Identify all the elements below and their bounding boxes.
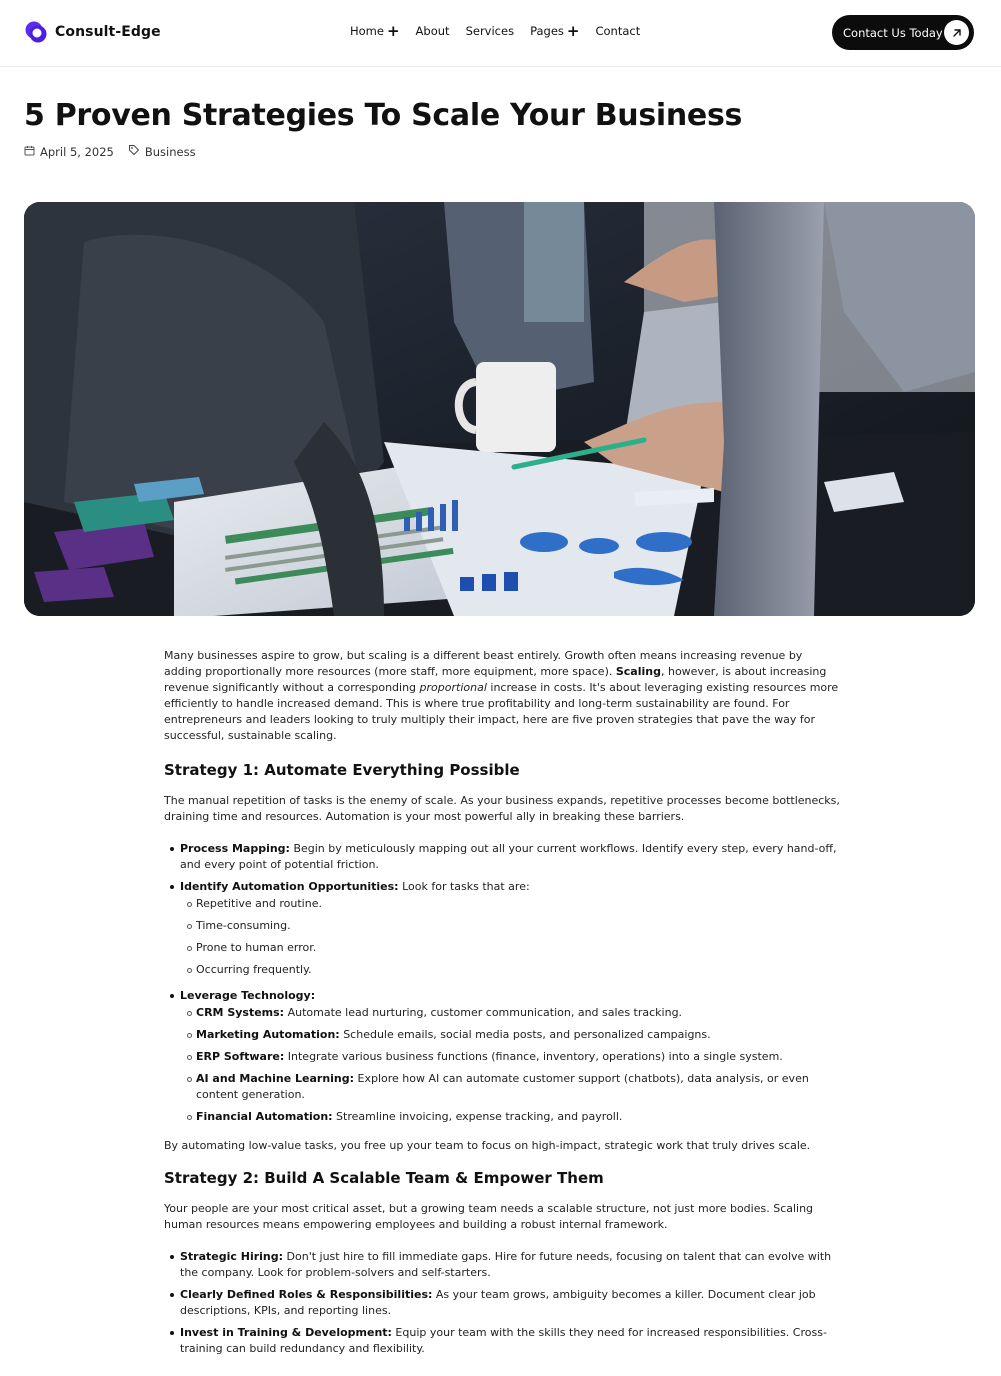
sub-item-text: Explore how AI can automate customer support (chatbots), data analysis, or even content generation. — [196, 1072, 809, 1101]
sub-list — [180, 896, 840, 978]
bullet-text: As your team grows, ambiguity becomes a killer. Document clear job descriptions, KPIs, and reporting lines. — [180, 1288, 816, 1317]
arrow-up-right-icon — [944, 20, 969, 45]
strategy-2-heading: Strategy 2: Build A Scalable Team & Empower Them — [164, 1169, 604, 1187]
sub-list-item — [196, 1005, 840, 1021]
strategy-1-list — [164, 841, 840, 1125]
bullet-text: Look for tasks that are: — [398, 880, 530, 893]
bullet-title: Identify Automation Opportunities: — [180, 880, 399, 893]
contact-us-button[interactable] — [832, 15, 974, 50]
post-category[interactable] — [128, 144, 196, 159]
nav-pages-label: Pages — [530, 24, 564, 38]
sub-list — [180, 1005, 840, 1125]
site-header — [0, 0, 1001, 67]
sub-item-text: Automate lead nurturing, customer communication, and sales tracking. — [284, 1006, 683, 1019]
post-date-text: April 5, 2025 — [40, 144, 114, 159]
sub-list-item — [196, 1049, 840, 1065]
sub-list-item — [196, 1109, 840, 1125]
nav-pages[interactable] — [530, 21, 580, 40]
bullet-title: Invest in Training & Development: — [180, 1326, 392, 1339]
sub-item-title: Marketing Automation: — [196, 1028, 340, 1041]
list-item — [180, 988, 840, 1125]
intro-text-1: Many businesses aspire to grow, but scaling is a different beast entirely. Growth often means increasing revenue by adding proportionally more resources (more staff, more equipment, more space). — [164, 649, 803, 678]
strategy-2-lead: Your people are your most critical asset, but a growing team needs a scalable structure, not just more bodies. Scaling human resources means empowering employees and building a robust internal framework. — [164, 1202, 814, 1231]
nav-contact[interactable] — [595, 24, 640, 38]
brand-logo[interactable] — [24, 20, 161, 44]
sub-item-text: Integrate various business functions (finance, inventory, operations) into a single system. — [284, 1050, 783, 1063]
bullet-text: Don't just hire to fill immediate gaps. Hire for future needs, focusing on talent that can evolve with the company. Look for problem-solvers and self-starters. — [180, 1250, 832, 1279]
bullet-title: Clearly Defined Roles & Responsibilities: — [180, 1288, 433, 1301]
list-item — [180, 879, 840, 978]
sub-list-item: Repetitive and routine. — [196, 896, 840, 912]
intro-em: proportional — [419, 681, 487, 694]
bullet-title: Strategic Hiring: — [180, 1250, 284, 1263]
plus-icon: + — [386, 21, 400, 40]
sub-list-item: Prone to human error. — [196, 940, 840, 956]
calendar-icon — [24, 145, 35, 159]
brand-name: Consult-Edge — [55, 24, 161, 40]
nav-services-label: Services — [465, 24, 515, 38]
bullet-title: Leverage Technology: — [180, 989, 316, 1002]
hero-image — [24, 202, 975, 616]
strategy-2-list — [164, 1249, 840, 1357]
strategy-1-heading: Strategy 1: Automate Everything Possible — [164, 761, 520, 779]
sub-item-title: ERP Software: — [196, 1050, 285, 1063]
contact-us-label: Contact Us Today — [843, 25, 943, 40]
nav-home-label: Home — [350, 24, 384, 38]
intro-text-2: , however, is about increasing revenue significantly without a corresponding — [164, 665, 827, 694]
sub-list-item — [196, 1027, 840, 1043]
article-body — [164, 648, 840, 1363]
post-title: 5 Proven Strategies To Scale Your Business — [24, 98, 743, 133]
logo-icon — [24, 20, 48, 44]
strategy-1-lead: The manual repetition of tasks is the enemy of scale. As your business expands, repetitive processes become bottlenecks, draining time and resources. Automation is your most powerful ally in breaking these barriers. — [164, 794, 840, 823]
tag-icon — [128, 144, 140, 159]
sub-item-text: Schedule emails, social media posts, and personalized campaigns. — [339, 1028, 711, 1041]
sub-list-item: Occurring frequently. — [196, 962, 840, 978]
sub-item-title: AI and Machine Learning: — [196, 1072, 355, 1085]
list-item — [180, 1287, 840, 1319]
post-date — [24, 145, 114, 159]
list-item — [180, 841, 840, 873]
sub-item-title: CRM Systems: — [196, 1006, 285, 1019]
strategy-1-closing: By automating low-value tasks, you free up your team to focus on high-impact, strategic work that truly drives scale. — [164, 1139, 811, 1152]
bullet-text: Equip your team with the skills they need for increased responsibilities. Cross-training can build redundancy and flexibility. — [180, 1326, 827, 1355]
nav-about[interactable] — [416, 24, 450, 38]
post-meta — [24, 144, 210, 159]
bullet-title: Process Mapping: — [180, 842, 290, 855]
bullet-text: Begin by meticulously mapping out all your current workflows. Identify every step, every hand-off, and every point of potential friction. — [180, 842, 837, 871]
plus-icon: + — [566, 21, 580, 40]
nav-home[interactable] — [350, 21, 400, 40]
nav-contact-label: Contact — [595, 24, 641, 38]
nav-about-label: About — [415, 24, 450, 38]
intro-paragraph — [164, 648, 840, 744]
nav-services[interactable] — [466, 24, 515, 38]
sub-list-item: Time-consuming. — [196, 918, 840, 934]
sub-item-title: Financial Automation: — [196, 1110, 333, 1123]
main-nav — [350, 21, 641, 40]
intro-strong: Scaling — [615, 665, 661, 678]
sub-list-item — [196, 1071, 840, 1103]
list-item — [180, 1325, 840, 1357]
post-category-text: Business — [144, 144, 196, 159]
intro-text-3: increase in costs. It's about leveraging existing resources more efficiently to handle increased demand. This is where true profitability and long-term sustainability are found. For entrepreneurs and leaders looking to truly multiply their impact, here are five proven strategies that pave the way for successful, sustainable scaling. — [164, 681, 839, 742]
sub-item-text: Streamline invoicing, expense tracking, and payroll. — [332, 1110, 623, 1123]
list-item — [180, 1249, 840, 1281]
